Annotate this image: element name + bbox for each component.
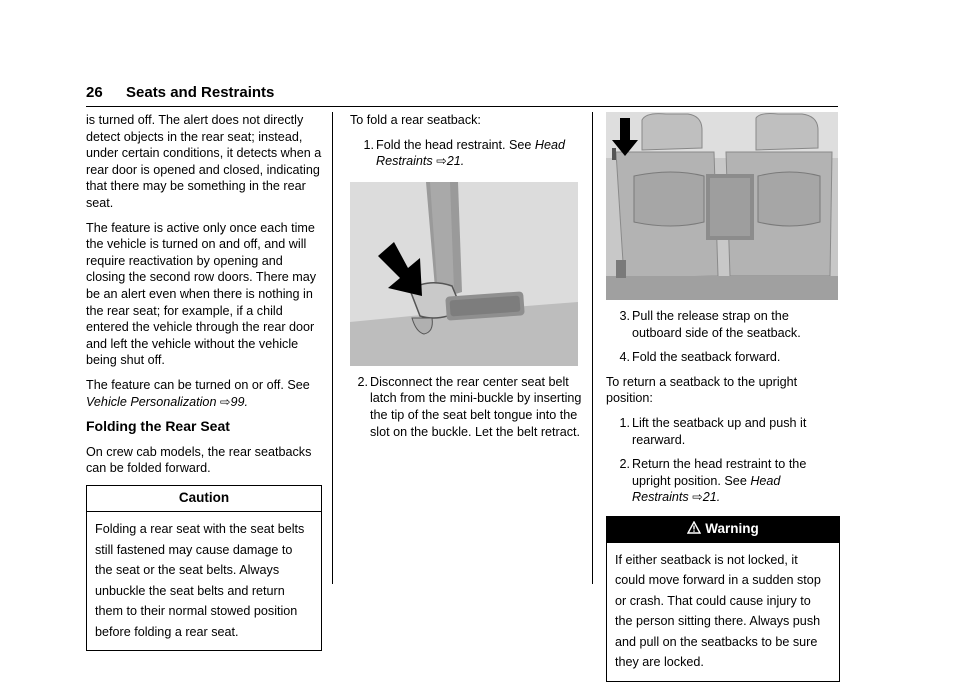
page-number: 26 [86, 84, 103, 101]
seat-belt-buckle-image [350, 182, 578, 366]
body-paragraph: On crew cab models, the rear seatbacks can be folded forward. [86, 444, 312, 476]
body-paragraph: The feature is active only once each time the vehicle is turned on and off, and will require reactivation by opening and closing the second row doors. There may be an alert even when there is nothing in the rear seat; for example, if a child entered the vehicle through the rear door and left the vehicle without the vehicle being shut off. [86, 220, 317, 368]
warning-box [606, 516, 840, 682]
page-reference[interactable]: 21 [702, 490, 717, 505]
step-number: 2. [357, 374, 368, 389]
body-paragraph: The feature can be turned on or off. See Vehicle Personalization ⇨99. [86, 377, 310, 409]
page-reference[interactable]: 99 [230, 394, 245, 409]
warning-title: Warning [705, 520, 759, 536]
section-heading: Seats and Restraints [126, 84, 275, 101]
list-item: 2. Return the head restraint to the upright position. See Head Restraints ⇨21. [612, 456, 840, 506]
caution-box [86, 485, 322, 652]
column-right [606, 112, 840, 682]
page-ref-arrow-icon: ⇨ [436, 154, 447, 169]
step-number: 1. [619, 415, 630, 430]
list-item: 3. Pull the release strap on the outboard side of the seatback. [612, 308, 840, 341]
warning-header [607, 517, 839, 543]
column-divider [592, 112, 593, 584]
step-number: 2. [619, 457, 630, 472]
column-left [86, 112, 322, 651]
warning-text: If either seatback is not locked, it could move forward in a sudden stop or crash. That could cause injury to the person sitting there. Always push and pull on the seatbacks to be sure they are locked. [615, 552, 821, 670]
caution-title: Caution [87, 486, 321, 513]
cross-reference-link[interactable]: Vehicle Personalization [86, 394, 217, 409]
list-item: 2. Disconnect the rear center seat belt latch from the mini-buckle by inserting the tip of the seat belt tongue into the slot on the buckle. Let the belt retract. [350, 374, 590, 440]
cross-reference-link[interactable]: Head Restraints [632, 473, 781, 505]
cross-reference-link[interactable]: Head Restraints [376, 137, 566, 169]
list-item: 1. Lift the seatback up and push it rearward. [612, 415, 840, 448]
caution-text: Folding a rear seat with the seat belts still fastened may cause damage to the seat or the seat belts. Always unbuckle the seat belts and return them to their normal stowed position before folding a rear seat. [95, 522, 305, 639]
page-ref-arrow-icon: ⇨ [692, 490, 703, 505]
page-header [86, 82, 838, 107]
page-reference[interactable]: 21 [446, 154, 461, 169]
page-ref-arrow-icon: ⇨ [219, 394, 231, 409]
list-item: 4. Fold the seatback forward. [612, 349, 840, 366]
seat-belt-buckle-illustration [350, 182, 578, 366]
warning-triangle-icon [687, 521, 701, 534]
subsection-title: Folding the Rear Seat [86, 418, 230, 435]
column-middle [350, 112, 590, 448]
body-paragraph: To return a seatback to the upright position: [606, 374, 798, 406]
rear-seat-image [606, 112, 838, 300]
list-item: 1. Fold the head restraint. See Head Restraints ⇨21. [356, 137, 590, 170]
step-number: 1. [363, 137, 374, 152]
step-number: 3. [619, 309, 630, 323]
rear-seat-illustration [606, 112, 838, 300]
column-divider [332, 112, 333, 584]
step-number: 4. [619, 350, 630, 365]
body-paragraph: is turned off. The alert does not directly detect objects in the rear seat; instead, under certain conditions, it detects when a rear door is opened and closed, indicating that there may be something in the rear seat. [86, 113, 322, 210]
body-paragraph: To fold a rear seatback: [350, 113, 481, 127]
